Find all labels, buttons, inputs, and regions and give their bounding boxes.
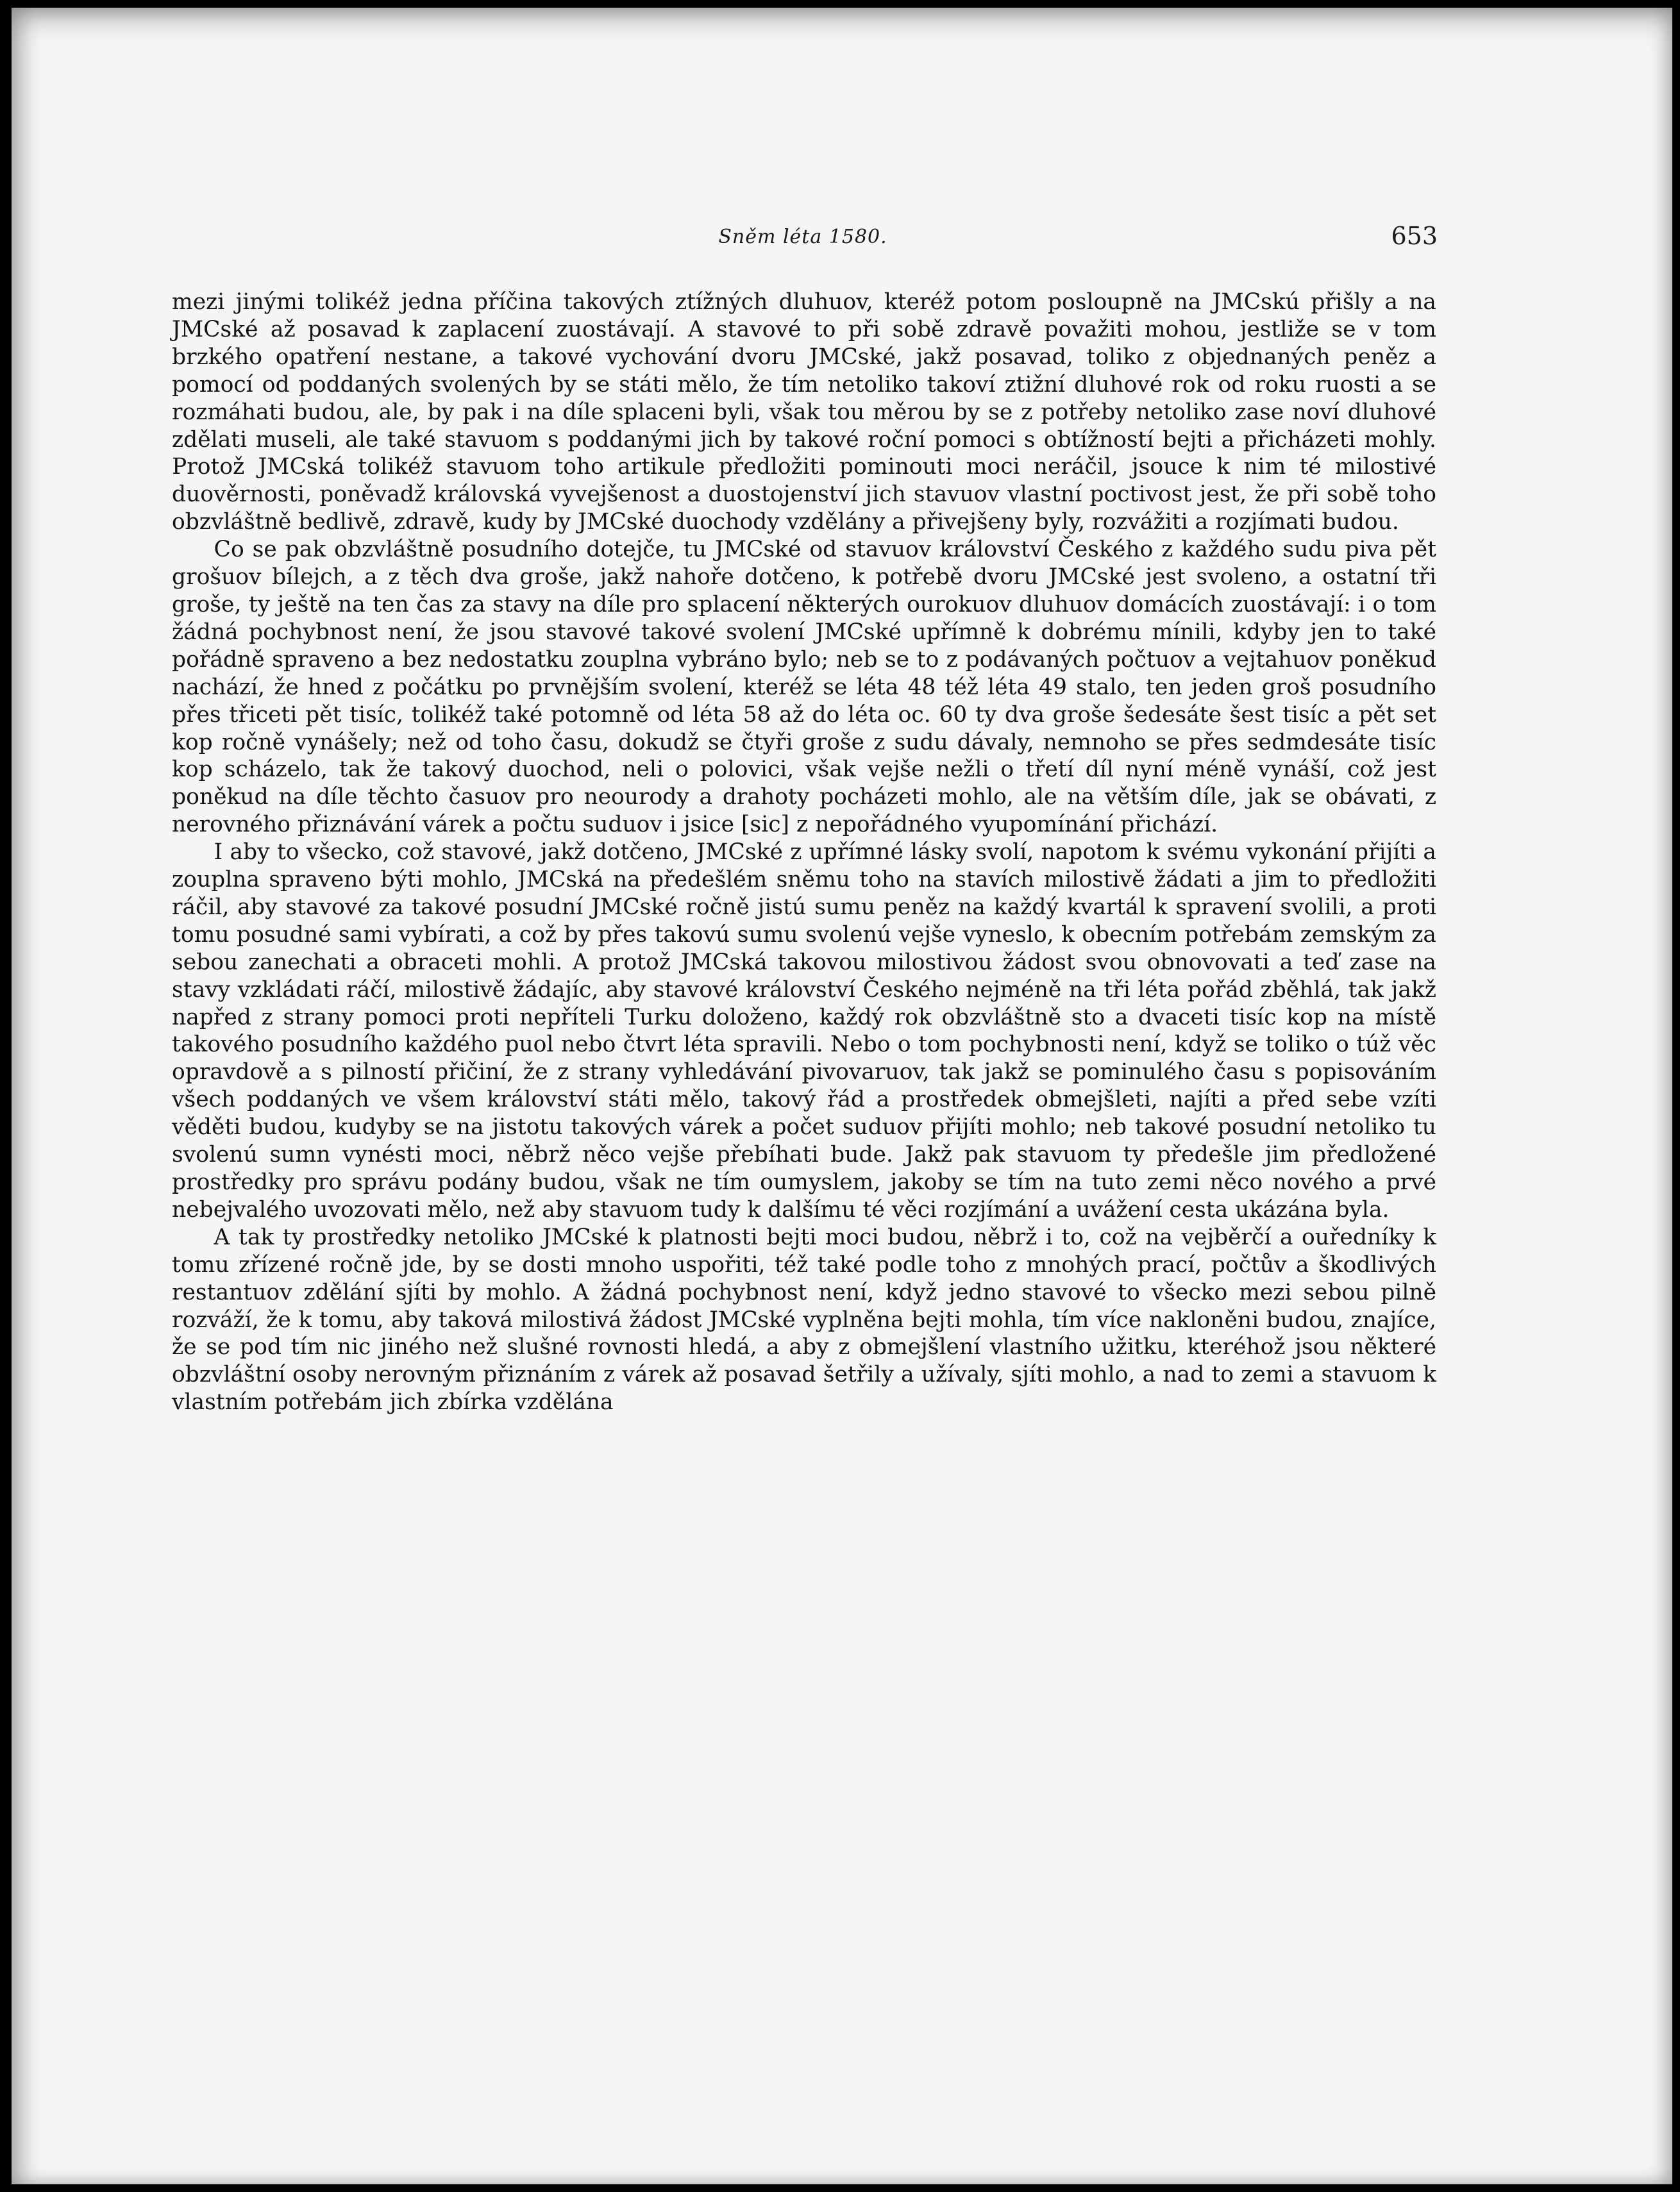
page-sheet (12, 8, 1672, 2184)
page-number: 653 (1391, 222, 1438, 250)
paragraph-2: Co se pak obzvláštně posudního dotejče, tu JMCské od stavuov království Českého z každého sudu piva pět grošuov bílejch, a z těch dva groše, jakž nahoře dotčeno, k potřebě dvoru JMCské jest svoleno, a ostatní tři groše, ty ještě na ten čas za stavy na díle pro splacení některých ourokuov dluhuov domácích zuostávají: i o tom žádná pochybnost není, že jsou stavové takové svolení JMCské upřímně k dobrému mínili, kdyby jen to také pořádně spraveno a bez nedostatku zouplna vybráno bylo; neb se to z podávaných počtuov a vejtahuov poněkud nachází, že hned z počátku po prvnějším svolení, kteréž se léta 48 též léta 49 stalo, ten jeden groš posudního přes třiceti pět tisíc, tolikéž také potomně od léta 58 až do léta oc. 60 ty dva groše šedesáte šest tisíc a pět set kop ročně vynášely; než od toho času, dokudž se čtyři groše z sudu dávaly, nemnoho se přes sedmdesáte tisíc kop scházelo, tak že takový duochod, neli o polovici, však vejše nežli o třetí díl nyní méně vynáší, což jest poněkud na díle těchto časuov pro neourody a drahoty pocházeti mohlo, ale na větším díle, jak se obávati, z nerovného přiznávání várek a počtu suduov i jsice [sic] z nepořádného vyupomínání přichází. (172, 537, 1436, 838)
paragraph-1: mezi jinými tolikéž jedna příčina takových ztížných dluhuov, kteréž potom posloupně na JMCskú přišly a na JMCské až posavad k zaplacení zuostávají. A stavové to při sobě zdravě považiti mohou, jestliže se v tom brzkého opatření nestane, a takové vychování dvoru JMCské, jakž posavad, toliko z objednaných peněz a pomocí od poddaných svolených by se státi mělo, že tím netoliko takoví ztižní dluhové rok od roku ruosti a se rozmáhati budou, ale, by pak i na díle splaceni byli, však tou měrou by se z potřeby netoliko zase noví dluhové zdělati museli, ale také stavuom s poddanými jich by takové roční pomoci s obtížností bejti a přicházeti mohly. Protož JMCská tolikéž stavuom toho artikule předložiti pominouti moci neráčil, jsouce k nim té milostivé duověrnosti, poněvadž královská vyvejšenost a duostojenství jich stavuov vlastní poctivost jest, že při sobě toho obzvláštně bedlivě, zdravě, kudy by JMCské duochody vzdělány a přivejšeny byly, rozvážiti a rozjímati budou. (172, 289, 1436, 535)
running-title: Sněm léta 1580. (718, 226, 887, 248)
paragraph-3: I aby to všecko, což stavové, jakž dotčeno, JMCské z upřímné lásky svolí, napotom k svému vykonání přijíti a zouplna spraveno býti mohlo, JMCská na předešlém sněmu toho na stavích milostivě žádati a jim to předložiti ráčil, aby stavové za takové posudní JMCské ročně jistú sumu peněz na každý kvartál k spravení svolili, a proti tomu posudné sami vybírati, a což by přes takovú sumu svolenú vejše vyneslo, k obecním potřebám zemským za sebou zanechati a obraceti mohli. A protož JMCská takovou milostivou žádost svou obnovovati a teď zase na stavy vzkládati ráčí, milostivě žádajíc, aby stavové království Českého nejméně na tři léta pořád zběhlá, tak jakž napřed z strany pomoci proti nepříteli Turku doloženo, každý rok obzvláštně sto a dvaceti tisíc kop na místě takového posudního každého puol nebo čtvrt léta spravili. Nebo o tom pochybnosti není, když se toliko o túž věc opravdově a s pilností přičiní, že z strany vyhledávání pivovaruov, tak jakž se pominulého času s popisováním všech poddaných ve všem království státi mělo, takový řád a prostředek obmejšleti, najíti a před sebe vzíti věděti budou, kudyby se na jistotu takových várek a počet suduov přijíti mohlo; neb takové posudní netoliko tu svolenú sumn vynésti moci, něbrž něco vejše přebíhati bude. Jakž pak stavuom ty předešle jim předložené prostředky pro správu podány budou, však ne tím oumyslem, jakoby se tím na tuto zemi něco nového a prvé nebejvalého uvozovati mělo, než aby stavuom tudy k dalšímu té věci rozjímání a uvážení cesta ukázána byla. (172, 839, 1436, 1223)
body-text (172, 289, 1436, 1416)
page-header (168, 222, 1438, 264)
paragraph-4: A tak ty prostředky netoliko JMCské k platnosti bejti moci budou, něbrž i to, což na vejběrčí a ouředníky k tomu zřízené ročně jde, by se dosti mnoho uspořiti, též také podle toho z mnohých prací, počtův a škodlivých restantuov zdělání sjíti by mohlo. A žádná pochybnost není, když jedno stavové to všecko mezi sebou pilně rozváží, že k tomu, aby taková milostivá žádost JMCské vyplněna bejti mohla, tím více nakloněni budou, znajíce, že se pod tím nic jiného než slušné rovnosti hledá, a aby z obmejšlení vlastního užitku, kteréhož jsou některé obzvláštní osoby nerovným přiznáním z várek až posavad šetřily a užívaly, sjíti mohlo, a nad to zemi a stavuom k vlastním potřebám jich zbírka vzdělána (172, 1224, 1436, 1416)
